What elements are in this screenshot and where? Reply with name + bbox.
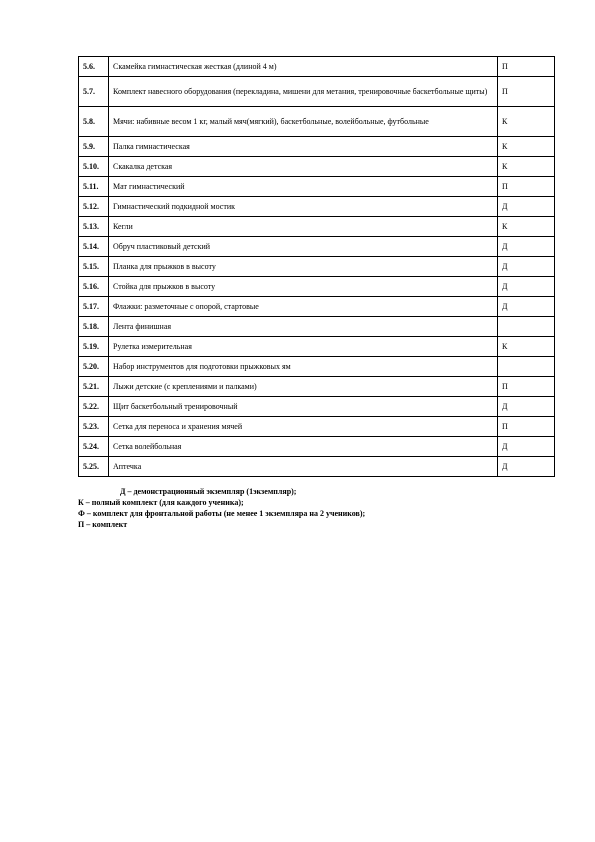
row-number: 5.21. (79, 377, 109, 397)
row-type-code: П (498, 417, 555, 437)
row-type-code: К (498, 337, 555, 357)
row-item-name: Сетка для переноса и хранения мячей (109, 417, 498, 437)
row-item-name: Аптечка (109, 457, 498, 477)
table-row (79, 357, 555, 377)
table-row (79, 257, 555, 277)
row-item-name: Щит баскетбольный тренировочный (109, 397, 498, 417)
row-type-code: П (498, 77, 555, 107)
row-type-code: Д (498, 237, 555, 257)
row-number: 5.11. (79, 177, 109, 197)
row-number: 5.20. (79, 357, 109, 377)
table-row (79, 57, 555, 77)
table-row (79, 337, 555, 357)
legend-line-f: Ф – комплект для фронтальной работы (не менее 1 экземпляра на 2 учеников); (78, 509, 366, 518)
equipment-table-body (79, 57, 555, 477)
legend-line-d: Д – демонстрационный экземпляр (1экземпляр); (120, 487, 297, 496)
row-number: 5.12. (79, 197, 109, 217)
table-row (79, 77, 555, 107)
legend (78, 486, 554, 530)
row-item-name: Сетка волейбольная (109, 437, 498, 457)
table-row (79, 457, 555, 477)
row-number: 5.25. (79, 457, 109, 477)
row-number: 5.9. (79, 137, 109, 157)
table-row (79, 437, 555, 457)
table-row (79, 417, 555, 437)
row-item-name: Скакалка детская (109, 157, 498, 177)
row-type-code: П (498, 177, 555, 197)
row-item-name: Флажки: разметочные с опорой, стартовые (109, 297, 498, 317)
table-row (79, 217, 555, 237)
row-type-code: К (498, 137, 555, 157)
row-item-name: Стойка для прыжков в высоту (109, 277, 498, 297)
row-number: 5.24. (79, 437, 109, 457)
table-row (79, 317, 555, 337)
row-item-name: Комплект навесного оборудования (перекладина, мишени для метания, тренировочные баскетбольные щиты) (109, 77, 498, 107)
table-row (79, 237, 555, 257)
row-item-name: Палка гимнастическая (109, 137, 498, 157)
row-number: 5.15. (79, 257, 109, 277)
row-item-name: Набор инструментов для подготовки прыжковых ям (109, 357, 498, 377)
row-type-code: П (498, 57, 555, 77)
row-number: 5.7. (79, 77, 109, 107)
row-type-code: Д (498, 397, 555, 417)
row-type-code: К (498, 157, 555, 177)
equipment-table (78, 56, 555, 477)
row-number: 5.6. (79, 57, 109, 77)
table-row (79, 277, 555, 297)
table-row (79, 177, 555, 197)
row-number: 5.10. (79, 157, 109, 177)
legend-line-p: П – комплект (78, 520, 128, 529)
row-type-code: П (498, 377, 555, 397)
row-type-code: К (498, 217, 555, 237)
row-item-name: Мат гимнастический (109, 177, 498, 197)
row-item-name: Лента финишная (109, 317, 498, 337)
row-item-name: Планка для прыжков в высоту (109, 257, 498, 277)
row-type-code: Д (498, 437, 555, 457)
table-row (79, 397, 555, 417)
table-row (79, 107, 555, 137)
row-number: 5.23. (79, 417, 109, 437)
row-item-name: Гимнастический подкидной мостик (109, 197, 498, 217)
row-number: 5.18. (79, 317, 109, 337)
row-number: 5.14. (79, 237, 109, 257)
table-row (79, 157, 555, 177)
row-item-name: Мячи: набивные весом 1 кг, малый мяч(мягкий), баскетбольные, волейбольные, футбольные (109, 107, 498, 137)
legend-line-k: К – полный комплект (для каждого ученика); (78, 498, 244, 507)
row-type-code (498, 317, 555, 337)
row-type-code (498, 357, 555, 377)
row-type-code: Д (498, 277, 555, 297)
table-row (79, 197, 555, 217)
table-row (79, 137, 555, 157)
row-item-name: Рулетка измерительная (109, 337, 498, 357)
row-type-code: Д (498, 457, 555, 477)
row-item-name: Обруч пластиковый детский (109, 237, 498, 257)
row-type-code: К (498, 107, 555, 137)
row-number: 5.19. (79, 337, 109, 357)
table-row (79, 377, 555, 397)
row-type-code: Д (498, 257, 555, 277)
row-number: 5.8. (79, 107, 109, 137)
row-item-name: Скамейка гимнастическая жесткая (длиной 4 м) (109, 57, 498, 77)
row-item-name: Кегли (109, 217, 498, 237)
row-number: 5.16. (79, 277, 109, 297)
row-type-code: Д (498, 297, 555, 317)
row-number: 5.13. (79, 217, 109, 237)
row-number: 5.22. (79, 397, 109, 417)
row-item-name: Лыжи детские (с креплениями и палками) (109, 377, 498, 397)
row-number: 5.17. (79, 297, 109, 317)
row-type-code: Д (498, 197, 555, 217)
table-row (79, 297, 555, 317)
